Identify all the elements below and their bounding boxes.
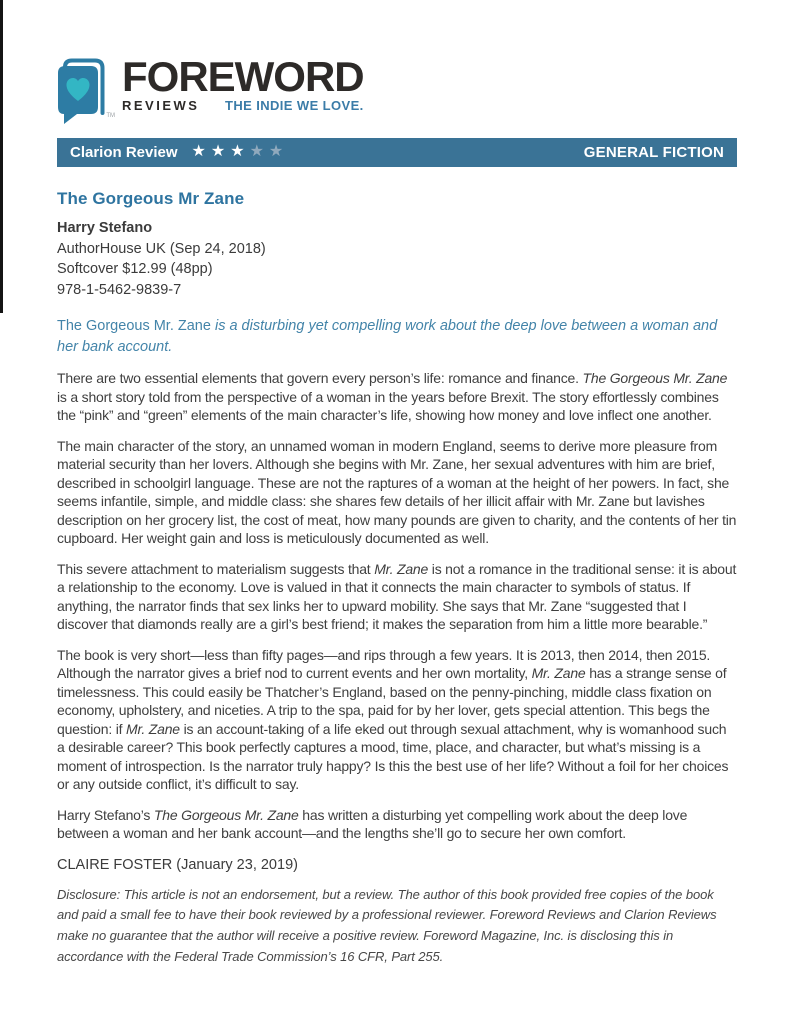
book-publisher: AuthorHouse UK (Sep 24, 2018) <box>57 240 266 257</box>
brand-name: FOREWORD <box>122 53 364 100</box>
indie-tagline: THE INDIE WE LOVE. <box>225 98 364 113</box>
star-rating <box>192 144 289 162</box>
review-body <box>57 369 737 843</box>
clarion-review-label: Clarion Review <box>70 144 178 161</box>
review-tagline: The Gorgeous Mr. Zane is a disturbing yet compelling work about the deep love between a woman and her bank account. <box>57 318 718 355</box>
disclosure-text: Disclosure: This article is not an endorsement, but a review. The author of this book provided free copies of the book and paid a small fee to have their book reviewed by a professional reviewer. Foreword Reviews and Clarion Reviews make no guarantee that the author will receive a positive review. Foreword Magazine, Inc. is disclosing this in accordance with the Federal Trade Commission’s 16 CFR, Part 255. <box>57 886 717 964</box>
review-paragraph: There are two essential elements that govern every person’s life: romance and finance. The Gorgeous Mr. Zane is a short story told from the perspective of a woman in the years before Brexit. The story effortlessly combines the “pink” and “green” elements of the main character’s life, showing how money and love inflect one another. <box>57 370 728 423</box>
review-banner <box>57 138 737 167</box>
book-meta <box>57 218 737 300</box>
star-filled-icon: ★ <box>191 142 211 160</box>
book-heart-icon <box>57 57 115 125</box>
genre-label: GENERAL FICTION <box>583 144 724 161</box>
review-paragraph: The main character of the story, an unnamed woman in modern England, seems to derive more pleasure from material security than her lovers. Although she begins with Mr. Zane, her sexual adventures with him are brief, described in schoolgirl language. These are not the raptures of a woman at the height of her powers. In fact, she seems infantile, simple, and middle class: she shares few details of her illicit affair with Mr. Zane but lavishes description on her grocery list, the cost of meat, how many pounds are given to charity, and the contents of her tin cupboard. Her weight gain and loss is meticulously documented as well. <box>57 437 737 546</box>
book-heart-icon-svg <box>57 57 109 125</box>
reviews-label: REVIEWS <box>122 98 200 113</box>
book-title-link[interactable]: The Gorgeous Mr Zane <box>57 189 245 208</box>
reviewer-byline: CLAIRE FOSTER (January 23, 2019) <box>57 856 298 873</box>
wordmark-subrow <box>122 98 364 113</box>
book-author: Harry Stefano <box>57 220 153 236</box>
book-format-price: Softcover $12.99 (48pp) <box>57 261 213 277</box>
review-paragraph: Harry Stefano’s The Gorgeous Mr. Zane has written a disturbing yet compelling work about the deep love between a woman and her bank account—and the lengths she’ll go to secure her own comfort. <box>57 806 688 841</box>
trademark-symbol: TM <box>106 113 115 119</box>
book-isbn: 978-1-5462-9839-7 <box>57 281 182 298</box>
star-filled-icon: ★ <box>210 142 231 160</box>
star-filled-icon: ★ <box>230 142 250 160</box>
foreword-wordmark <box>122 53 364 113</box>
page-edge-scan-line <box>0 0 3 313</box>
star-empty-icon: ★ <box>249 142 269 160</box>
banner-left-group <box>70 144 288 162</box>
foreword-logo <box>57 0 737 125</box>
star-empty-icon: ★ <box>268 142 289 160</box>
review-paragraph: This severe attachment to materialism suggests that Mr. Zane is not a romance in the traditional sense: it is about a relationship to the economy. Love is valued in that it connects the main character to symbols of status. If anything, the narrator finds that sex links her to upward mobility. She says that Mr. Zane “suggested that I discover that diamonds really are a girl’s best friend; it makes the separation from him a little more bearable.” <box>57 560 737 632</box>
review-paragraph: The book is very short—less than fifty pages—and rips through a few years. It is 2013, then 2014, then 2015. Although the narrator gives a brief nod to current events and her own mortality, Mr. Zane has a strange sense of timelessness. This could easily be Thatcher’s England, based on the penny-pinching, middle class fixation on economy, upholstery, and niceties. A trip to the spa, paid for by her lover, gets special attention. This begs the question: if Mr. Zane is an account-taking of a life eked out through sexual attachment, why is womanhood such a desirable career? This book perfectly captures a mood, time, place, and character, but what’s missing is a moment of introspection. Is the narrator truly happy? Is this the best use of her life? Without a foil for her choices or any outside conflict, it’s difficult to say. <box>57 646 729 792</box>
